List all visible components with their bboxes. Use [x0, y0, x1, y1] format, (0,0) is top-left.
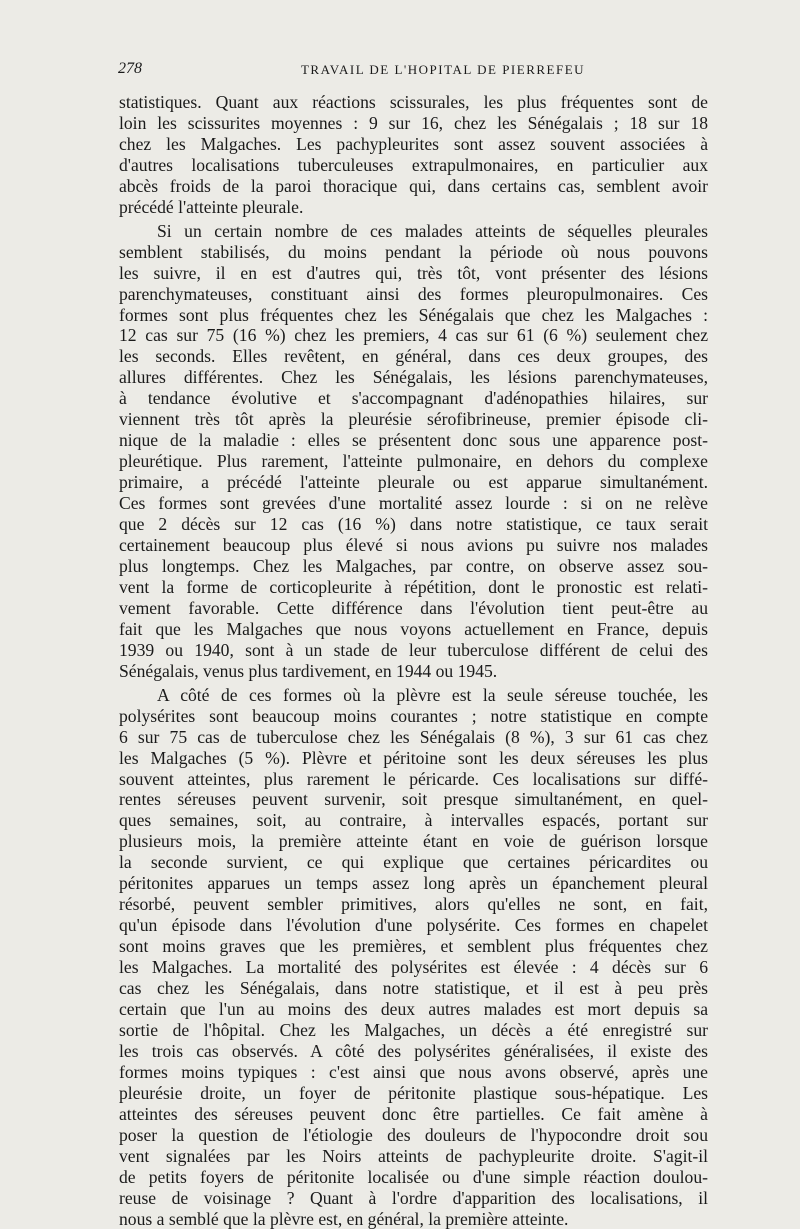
text-line: 1939 ou 1940, sont à un stade de leur tuberculose différent de celui des — [119, 639, 708, 660]
text-line: plusieurs mois, la première atteinte étant en voie de guérison lorsque — [119, 831, 708, 852]
text-line: la seconde survient, ce qui explique que certaines péricardites ou — [119, 852, 708, 873]
text-line: fait que les Malgaches que nous voyons actuellement en France, depuis — [119, 618, 708, 639]
text-line: les suivre, il en est d'autres qui, très tôt, vont présenter des lésions — [119, 262, 708, 283]
text-line: nique de la maladie : elles se présentent donc sous une apparence post- — [119, 430, 708, 451]
paragraph — [119, 221, 708, 682]
text-line: sortie de l'hôpital. Chez les Malgaches, un décès a été enregistré sur — [119, 1019, 708, 1040]
text-line: atteintes des séreuses peuvent donc être partielles. Ce fait amène à — [119, 1103, 708, 1124]
text-line: qu'un épisode dans l'évolution d'une polysérite. Ces formes en chapelet — [119, 915, 708, 936]
text-line: péritonites apparues un temps assez long après un épanchement pleural — [119, 873, 708, 894]
paragraph — [119, 685, 708, 1229]
text-line: souvent atteintes, plus rarement le péricarde. Ces localisations sur diffé- — [119, 768, 708, 789]
text-line: vent la forme de corticopleurite à répétition, dont le pronostic est relati- — [119, 576, 708, 597]
text-line: reuse de voisinage ? Quant à l'ordre d'apparition des localisations, il — [119, 1187, 708, 1208]
text-line: Si un certain nombre de ces malades atteints de séquelles pleurales — [157, 220, 708, 241]
text-line: semblent stabilisés, du moins pendant la période où nous pouvons — [119, 241, 708, 262]
text-line: de petits foyers de péritonite localisée ou d'une simple réaction doulou- — [119, 1166, 708, 1187]
text-line: poser la question de l'étiologie des douleurs de l'hypocondre droit sou — [119, 1124, 708, 1145]
page-number: 278 — [118, 60, 142, 77]
body-text — [119, 92, 708, 1229]
text-line: parenchymateuses, constituant ainsi des formes pleuropulmonaires. Ces — [119, 283, 708, 304]
text-line: Ces formes sont grevées d'une mortalité assez lourde : si on ne relève — [119, 493, 708, 514]
text-line: cas chez les Sénégalais, dans notre statistique, et il est à peu près — [119, 978, 708, 999]
paragraph — [119, 92, 708, 218]
text-line: Sénégalais, venus plus tardivement, en 1944 ou 1945. — [119, 660, 498, 681]
text-line: polysérites sont beaucoup moins courantes ; notre statistique en compte — [119, 705, 708, 726]
text-line: les Malgaches (5 %). Plèvre et péritoine sont les deux séreuses les plus — [119, 747, 708, 768]
text-line: formes sont plus fréquentes chez les Sénégalais que chez les Malgaches : — [119, 304, 708, 325]
text-line: abcès froids de la paroi thoracique qui, dans certains cas, semblent avoir — [119, 175, 708, 196]
text-line: vement favorable. Cette différence dans l'évolution tient peut-être au — [119, 597, 708, 618]
text-line: primaire, a précédé l'atteinte pleurale ou est apparue simultanément. — [119, 472, 708, 493]
text-line: précédé l'atteinte pleurale. — [119, 196, 304, 217]
text-line: les trois cas observés. A côté des polysérites généralisées, il existe des — [119, 1040, 708, 1061]
text-line: pleurésie droite, un foyer de péritonite plastique sous-hépatique. Les — [119, 1082, 708, 1103]
text-line: que 2 décès sur 12 cas (16 %) dans notre statistique, ce taux serait — [119, 514, 708, 535]
text-line: à tendance évolutive et s'accompagnant d'adénopathies hilaires, sur — [119, 388, 708, 409]
text-line: 6 sur 75 cas de tuberculose chez les Sénégalais (8 %), 3 sur 61 cas chez — [119, 726, 708, 747]
text-line: d'autres localisations tuberculeuses extrapulmonaires, en particulier aux — [119, 154, 708, 175]
text-line: statistiques. Quant aux réactions scissurales, les plus fréquentes sont de — [119, 92, 708, 112]
text-line: résorbé, peuvent sembler primitives, alors qu'elles ne sont, en fait, — [119, 894, 708, 915]
text-line: formes moins typiques : c'est ainsi que nous avons observé, après une — [119, 1061, 708, 1082]
text-line: plus longtemps. Chez les Malgaches, par contre, on observe assez sou- — [119, 555, 708, 576]
text-line: 12 cas sur 75 (16 %) chez les premiers, 4 cas sur 61 (6 %) seulement chez — [119, 325, 708, 346]
running-title: TRAVAIL DE L'HOPITAL DE PIERREFEU — [300, 62, 586, 77]
text-line: A côté de ces formes où la plèvre est la seule séreuse touchée, les — [157, 684, 708, 705]
text-line: chez les Malgaches. Les pachypleurites sont assez souvent associées à — [119, 133, 708, 154]
text-line: les Malgaches. La mortalité des polysérites est élevée : 4 décès sur 6 — [119, 957, 708, 978]
text-line: nous a semblé que la plèvre est, en général, la première atteinte. — [119, 1208, 569, 1229]
text-line: certainement beaucoup plus élevé si nous avions pu suivre nos malades — [119, 535, 708, 556]
text-line: sont moins graves que les premières, et semblent plus fréquentes chez — [119, 936, 708, 957]
page-header — [118, 60, 708, 82]
text-line: les seconds. Elles revêtent, en général, dans ces deux groupes, des — [119, 346, 708, 367]
text-line: ques semaines, soit, au contraire, à intervalles espacés, portant sur — [119, 810, 708, 831]
text-line: certain que l'un au moins des deux autres malades est mort depuis sa — [119, 998, 708, 1019]
text-line: allures différentes. Chez les Sénégalais, les lésions parenchymateuses, — [119, 367, 708, 388]
text-line: vent signalées par les Noirs atteints de pachypleurite droite. S'agit-il — [119, 1145, 708, 1166]
text-line: rentes séreuses peuvent survenir, soit presque simultanément, en quel- — [119, 789, 708, 810]
text-line: pleurétique. Plus rarement, l'atteinte pulmonaire, en dehors du complexe — [119, 451, 708, 472]
text-line: loin les scissurites moyennes : 9 sur 16, chez les Sénégalais ; 18 sur 18 — [119, 112, 708, 133]
text-line: viennent très tôt après la pleurésie sérofibrineuse, premier épisode cli- — [119, 409, 708, 430]
